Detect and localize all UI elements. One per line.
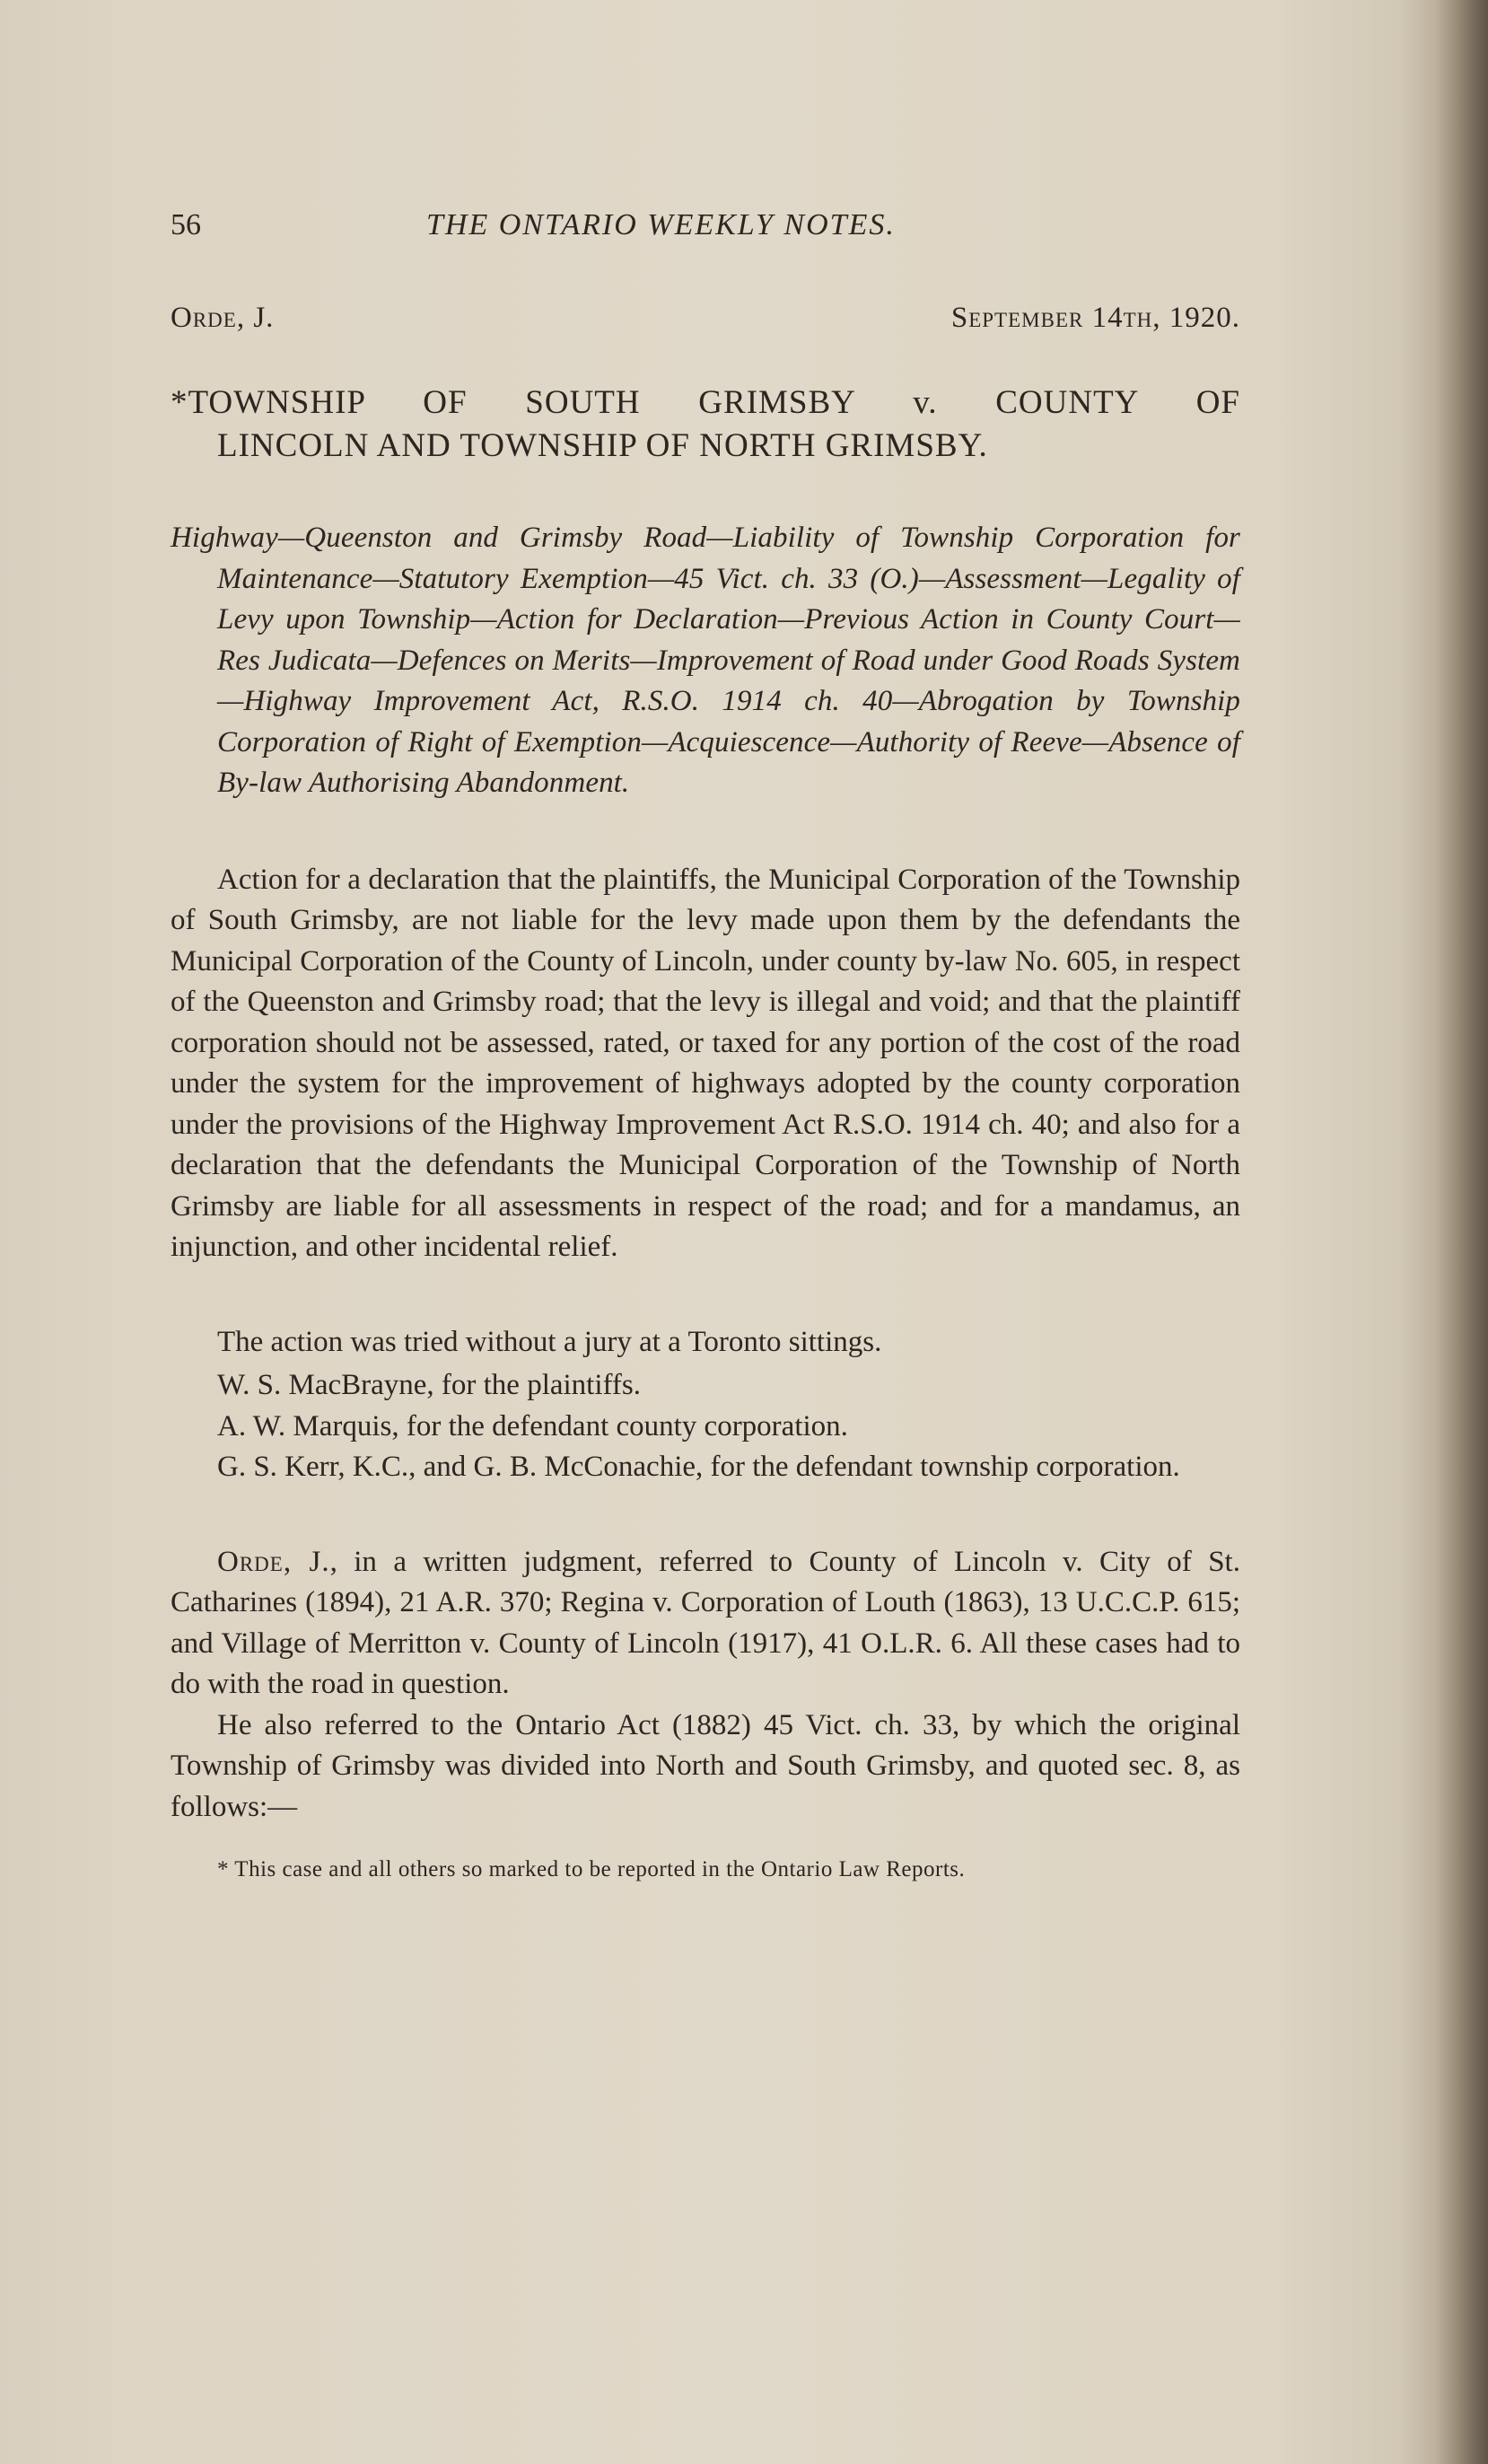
judgment-paragraph — [171, 1542, 1240, 1706]
page-binding-shadow — [1436, 0, 1488, 2464]
case-title-line-2: LINCOLN AND TOWNSHIP OF NORTH GRIMSBY. — [217, 427, 988, 464]
running-title: THE ONTARIO WEEKLY NOTES. — [426, 208, 896, 241]
footnote: * This case and all others so marked to be reported in the Ontario Law Reports. — [217, 1857, 966, 1881]
headnote: Highway—Queenston and Grimsby Road—Liability of Township Corporation for Maintenance—Statutory Exemption—45 Vict. ch. 33 (O.)—Assessment—Legality of Levy upon Township—Action for Declaration—Previous Action in County Court—Res Judicata—Defences on Merits—Improvement of Road under Good Roads System—Highway Improvement Act, R.S.O. 1914 ch. 40—Abrogation by Township Corporation of Right of Exemption—Acquiescence—Authority of Reeve—Absence of By-law Authorising Abandonment. — [171, 522, 1240, 799]
counsel-plaintiffs: W. S. MacBrayne, for the plaintiffs. — [217, 1369, 641, 1401]
judgment-text: , in a written judgment, referred to County of Lincoln v. City of St. Catharines (1894), 21 A.R. 370; Regina v. Corporation of Louth (1863), 13 U.C.C.P. 615; and Village of Merritton v. County of Lincoln (1917), 41 O.L.R. 6. All these cases had to do with the road in question. — [171, 1545, 1240, 1700]
judge-date-line — [171, 302, 1240, 335]
counsel-township: G. S. Kerr, K.C., and G. B. McConachie, for the defendant township corporation. — [217, 1451, 1180, 1483]
case-title — [171, 381, 1240, 468]
page-number: 56 — [171, 208, 201, 241]
counsel-county: A. W. Marquis, for the defendant county corporation. — [217, 1409, 848, 1442]
decision-date: September 14th, 1920. — [950, 302, 1240, 334]
trial-paragraph: The action was tried without a jury at a Toronto sittings. — [217, 1325, 882, 1358]
judgment-judge: Orde, J. — [217, 1545, 330, 1578]
act-reference-paragraph: He also referred to the Ontario Act (1882) 45 Vict. ch. 33, by which the original Township of Grimsby was divided into North and South Grimsby, and quoted sec. 8, as follows:— — [171, 1708, 1240, 1823]
judge-name: Orde, J. — [171, 302, 275, 334]
running-head — [171, 208, 1240, 264]
case-title-line-1: *TOWNSHIP OF SOUTH GRIMSBY v. COUNTY OF — [171, 384, 1240, 421]
page-content — [171, 208, 1240, 1909]
action-paragraph: Action for a declaration that the plaintiffs, the Municipal Corporation of the Township of South Grimsby, are not liable for the levy made upon them by the defendants the Municipal Corporation of the County of Lincoln, under county by-law No. 605, in respect of the Queenston and Grimsby road; that the levy is illegal and void; and that the plaintiff corporation should not be assessed, rated, or taxed for any portion of the cost of the road under the system for the improvement of highways adopted by the county corporation under the provisions of the Highway Improvement Act R.S.O. 1914 ch. 40; and also for a declaration that the defendants the Municipal Corporation of the Township of North Grimsby are liable for all assessments in respect of the road; and for a mandamus, an injunction, and other incidental relief. — [171, 863, 1240, 1263]
